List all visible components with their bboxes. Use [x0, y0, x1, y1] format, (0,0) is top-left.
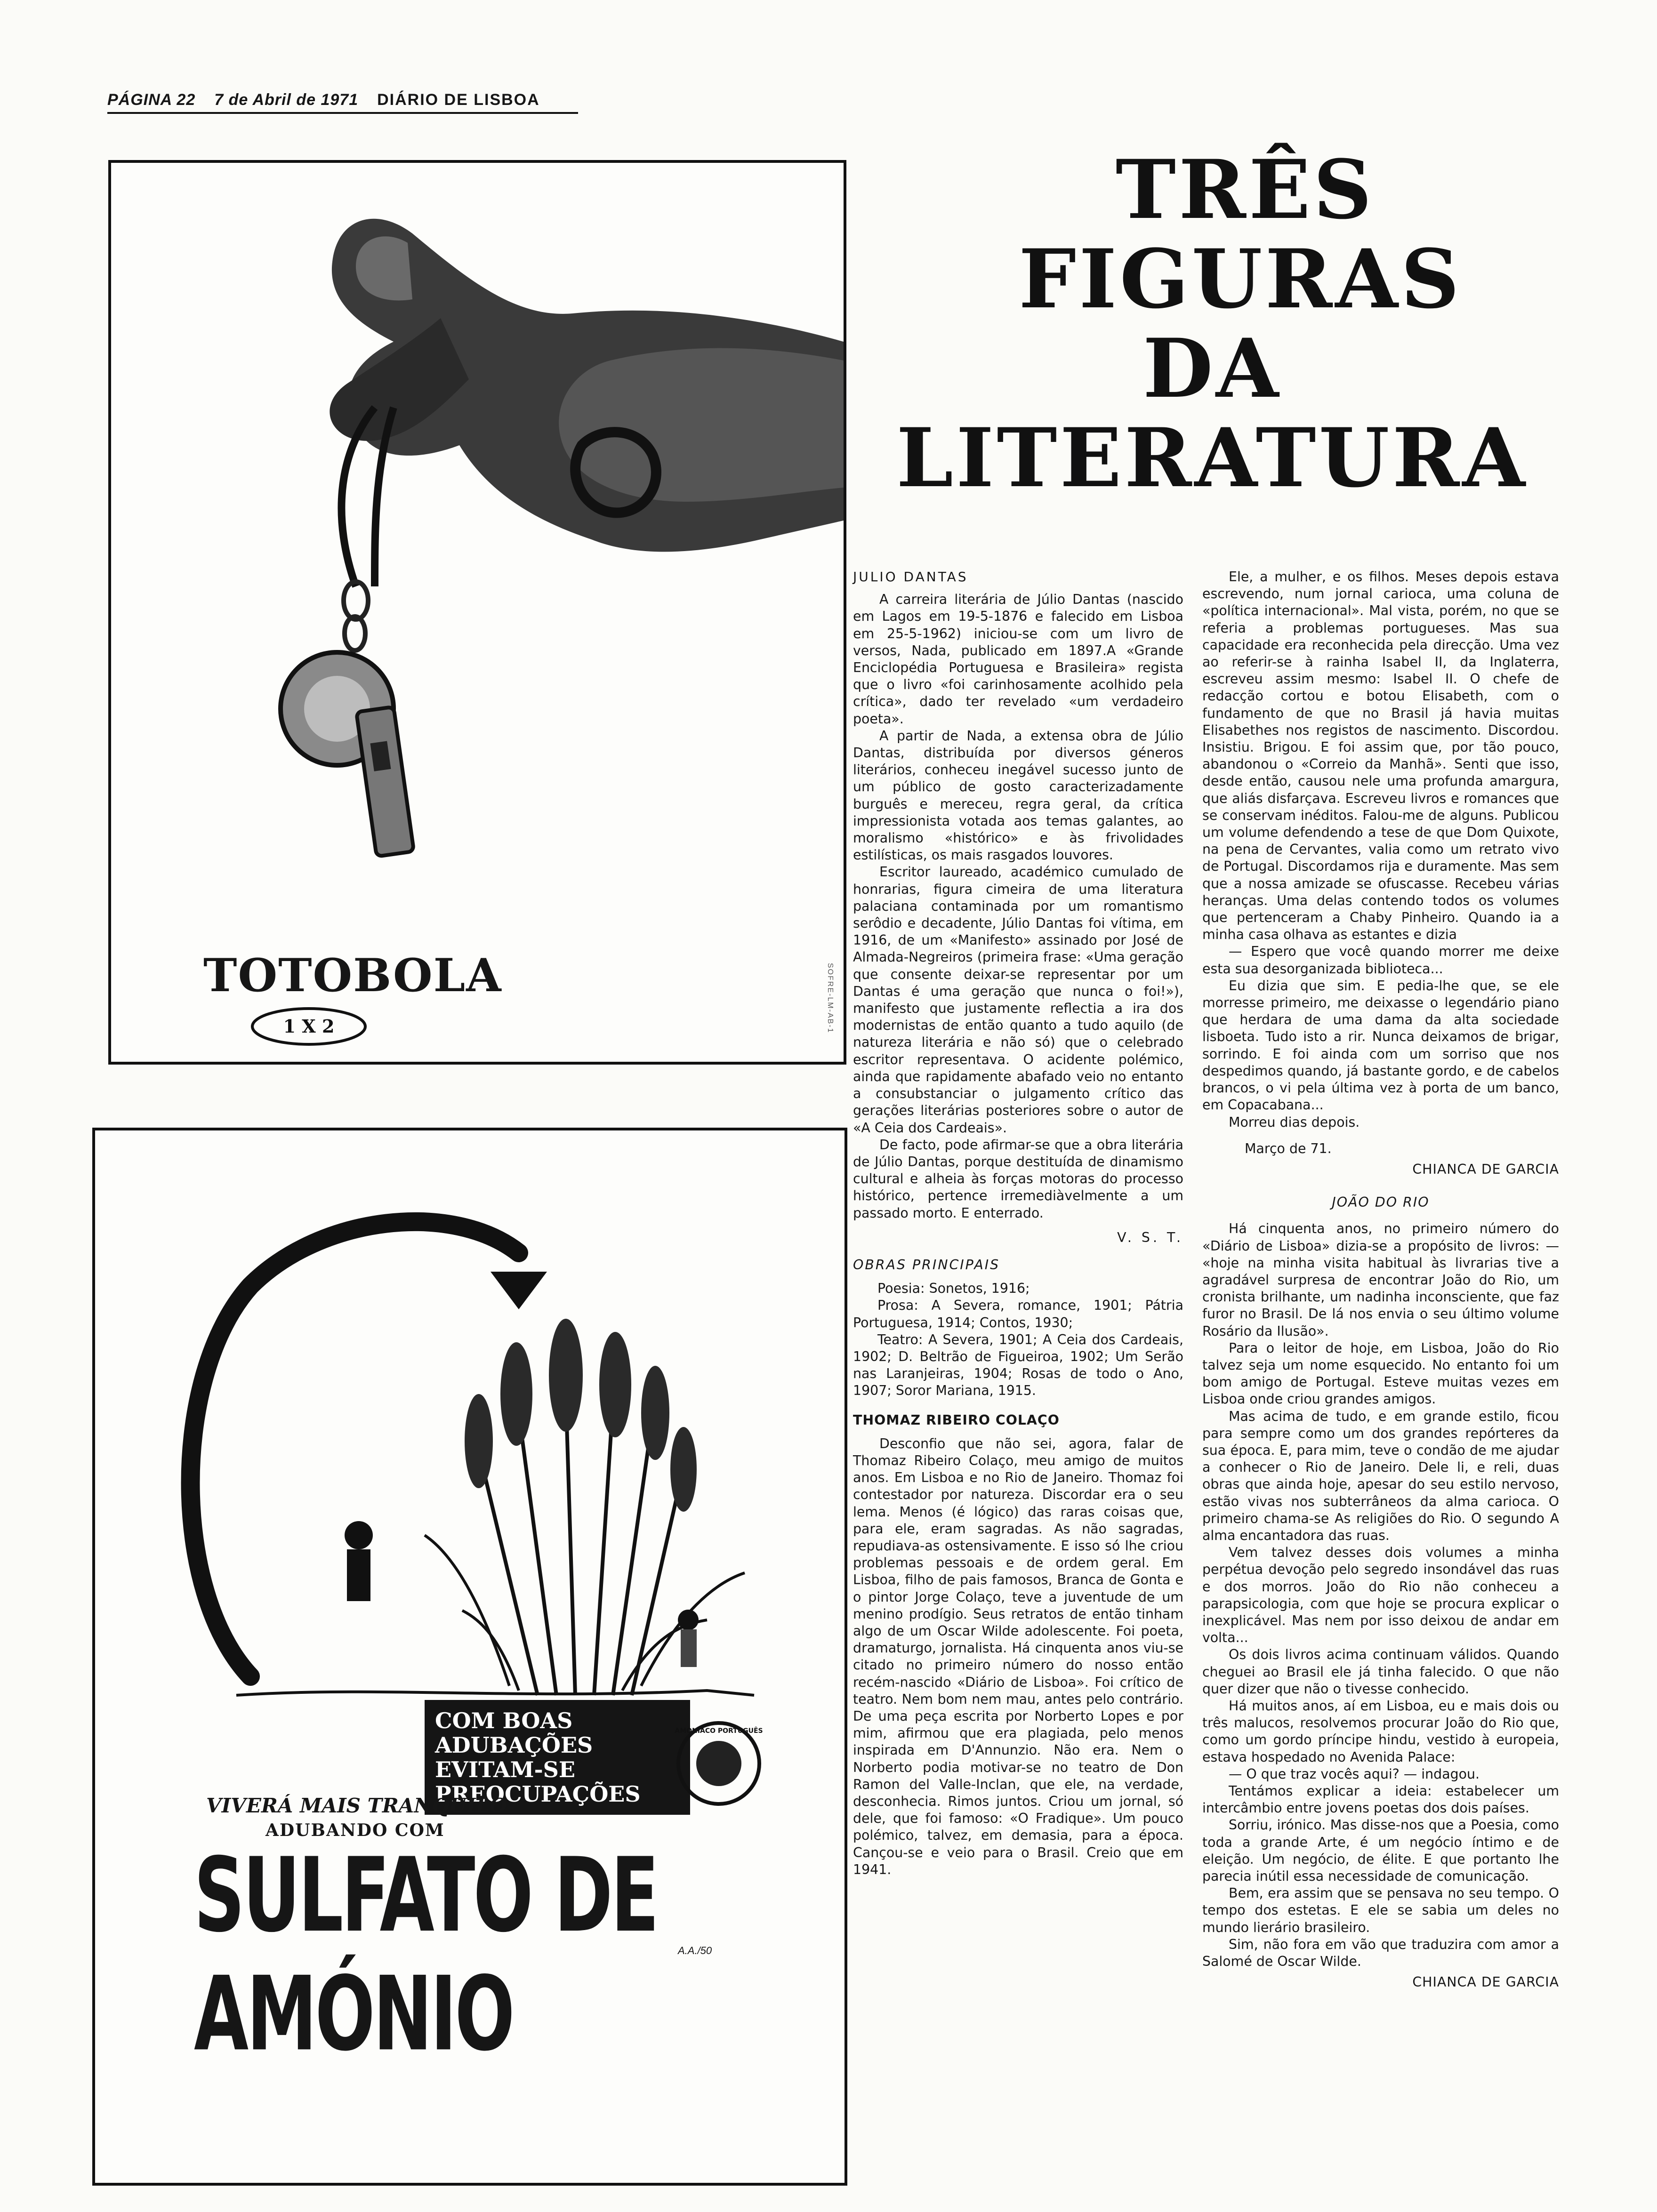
- slogan-line: EVITAM-SE: [435, 1757, 575, 1782]
- ad-line-1: VIVERÁ MAIS TRANQUILO: [206, 1794, 507, 1817]
- paragraph: Morreu dias depois.: [1229, 1114, 1360, 1130]
- paragraph: Vem talvez desses dois volumes a minha perpétua devoção pelo segredo insondável das ruas e dos morros. João do Rio não conheceu a parapsicologia, com que hoje se procura explicar o inexplicável. Mas nem por isso deixou de andar em volta...: [1202, 1545, 1559, 1646]
- section-title-julio-dantas: JULIO DANTAS: [853, 569, 968, 585]
- paragraph: Para o leitor de hoje, em Lisboa, João do Rio talvez seja um nome esquecido. No entanto foi um bom amigo de Portugal. Esteve muitas vezes em Lisboa onde criou grandes amigos.: [1202, 1340, 1559, 1407]
- section-title-joao-do-rio: JOÃO DO RIO: [1332, 1194, 1430, 1210]
- sulfato-amonio-advertisement: [92, 1128, 847, 2186]
- masthead: [107, 88, 578, 114]
- article-column-2: [1202, 569, 1559, 1995]
- paragraph: De facto, pode afirmar-se que a obra literária de Júlio Dantas, porque destituída de dinamismo cultural e alheia às forças motoras do processo histórico, pertence irremediàvelmente a um passado morto. E enterrado.: [853, 1137, 1183, 1221]
- paragraph: Há muitos anos, aí em Lisboa, eu e mais dois ou três malucos, resolvemos procurar João do Rio que, como um gordo príncipe hindu, vestido à europeia, estava hospedado no Avenida Palace:: [1202, 1698, 1559, 1765]
- totobola-advertisement: [108, 160, 846, 1065]
- works-item: Prosa: A Severa, romance, 1901; Pátria Portuguesa, 1914; Contos, 1930;: [853, 1298, 1183, 1330]
- paragraph: A carreira literária de Júlio Dantas (nascido em Lagos em 19-5-1876 e falecido em Lisboa em 25-5-1962) iniciou-se com um livro de versos, Nada, publicado em 1897.A «Grande Enciclopédia Portuguesa e Brasileira» regista que o livro «foi carinhosamente acolhido pela crítica», dado ter revelado «um verdadeiro poeta».: [853, 592, 1183, 727]
- wheat-field-illustration: [95, 1130, 845, 1742]
- seal-text: AMONÍACO PORTUGUÊS: [675, 1727, 763, 1735]
- section-title-obras-principais: OBRAS PRINCIPAIS: [853, 1257, 1000, 1273]
- ad-line-2: ADUBANDO COM: [265, 1820, 445, 1840]
- works-item: Teatro: A Severa, 1901; A Ceia dos Cardeais, 1902; D. Beltrão de Figueiroa, 1902; Um Serão nas Laranjeiras, 1904; Rosas de todo o Ano, 1907; Soror Mariana, 1915.: [853, 1331, 1183, 1399]
- paragraph: Sorriu, irónico. Mas disse-nos que a Poesia, como toda a grande Arte, é um negócio íntimo e de eleição. Um negócio, de élite. E que portanto lhe parecia inútil essa necessidade de comunicação.: [1202, 1817, 1559, 1884]
- slogan-line: PREOCUPAÇÕES: [435, 1781, 641, 1807]
- paragraph: Tentámos explicar a ideia: estabelecer um intercâmbio entre jovens poetas dos dois países.: [1202, 1783, 1559, 1816]
- page-number: PÁGINA 22: [107, 90, 196, 109]
- author-signature: CHIANCA DE GARCIA: [1412, 1161, 1559, 1177]
- amoniaco-portugues-seal-icon: [674, 1719, 764, 1808]
- paragraph: Sim, não fora em vão que traduzira com amor a Salomé de Oscar Wilde.: [1202, 1936, 1559, 1970]
- totobola-brand: TOTOBOLA: [203, 949, 502, 1002]
- ad-credit: SOFRE-LM-AB-1: [826, 963, 834, 1034]
- headline-line: DA LITERATURA: [896, 321, 1528, 505]
- paragraph: Mas acima de tudo, e em grande estilo, ficou para sempre como um dos grandes repórteres da sua época. E, para mim, teve o condão de me ajudar a conhecer o Rio de Janeiro. Dele li, e reli, duas obras que ainda hoje, apesar do seu estilo nervoso, estão vivas nos subterrâneos da alma carioca. O primeiro chama-se As religiões do Rio. O segundo A alma encantadora das ruas.: [1202, 1408, 1559, 1543]
- paragraph: Eu dizia que sim. E pedia-lhe que, se ele morresse primeiro, me deixasse o legendário piano que herdara de uma dama da alta sociedade lisboeta. Tudo isto a rir. Nunca deixamos de brigar, sorrindo. E foi ainda com um sorriso que nos despedimos quando, já bastante gordo, e de cabelos brancos, o vi pela última vez à porta de um banco, em Copacabana...: [1202, 978, 1559, 1113]
- works-list: [853, 1280, 1183, 1399]
- ad-code: A.A./50: [678, 1945, 712, 1956]
- article-date: Março de 71.: [1245, 1140, 1332, 1156]
- section-title-thomaz-ribeiro-colaco: THOMAZ RIBEIRO COLAÇO: [853, 1412, 1060, 1428]
- paragraph: A partir de Nada, a extensa obra de Júlio Dantas, distribuída por diversos géneros literários, conheceu inegável sucesso junto de um público de gosto caracterizadamente burguês e mereceu, regra geral, da crítica impressionista votada aos temas galantes, ao moralismo «histórico» e às frivolidades estilísticas, os mais rasgados louvores.: [853, 728, 1183, 863]
- headline-line: TRÊS: [1115, 142, 1375, 237]
- newspaper-name: DIÁRIO DE LISBOA: [377, 90, 540, 109]
- paragraph: Escritor laureado, académico cumulado de honrarias, figura cimeira de uma literatura palaciana contaminada por um romantismo serôdio e decadente, Júlio Dantas foi vítima, em 1916, de um «Manifesto» assinado por José de Almada-Negreiros (primeira frase: «Uma geração que consente deixar-se representar por um Dantas é uma geração que nunca o foi!»), manifesto que justamente reflectia a ira dos modernistas de então quanto a tudo aquilo (de natureza literária e não só) que o celebrado escritor representava. O acidente polémico, ainda que rapidamente abafado veio no entanto a consubstanciar o julgamento crítico das gerações literárias posteriores sobre o autor de «A Ceia dos Cardeais».: [853, 864, 1183, 1136]
- paragraph: — Espero que você quando morrer me deixe esta sua desorganizada biblioteca...: [1202, 944, 1559, 977]
- paragraph: Os dois livros acima continuam válidos. Quando cheguei ao Brasil ele já tinha falecido. O que não quer dizer que não o tivesse conhecido.: [1202, 1647, 1559, 1697]
- paragraph: — O que traz vocês aqui? — indagou.: [1229, 1766, 1480, 1782]
- author-signature: V. S. T.: [1117, 1229, 1183, 1245]
- hand-whistle-illustration: [111, 163, 844, 916]
- paragraph: Ele, a mulher, e os filhos. Meses depois estava escrevendo, num jornal carioca, uma coluna de «política internacional». Mal vista, porém, no que se referia a problemas portugueses. Mas sua capacidade era reconhecida pela direcção. Uma vez ao referir-se à rainha Isabel II, da Inglaterra, escreveu assim mesmo: Isabel II. O chefe de redacção cortou e botou Elisabeth, com o fundamento de que no Brasil já havia muitas Elisabethes nos registos de nascimento. Discordou. Insistiu. Brigou. E foi assim que, por tão pouco, abandonou o «Correio da Manhã». Senti que isso, desde então, causou nele uma profunda amargura, que aliás disfarçava. Escreveu livros e romances que se conservam inéditos. Falou-me de alguns. Publicou um volume defendendo a tese de que Dom Quixote, na pena de Cervantes, valia como um retrato vivo de Portugal. Discordamos rija e duramente. Mas sem que a nossa amizade se ofuscasse. Recebeu várias heranças. Uma delas contendo todos os volumes que pertenceram a Chaby Pinheiro. Quando ia a minha casa olhava as estantes e dizia: [1202, 569, 1559, 943]
- slogan-line: ADUBAÇÕES: [435, 1732, 593, 1758]
- article-column-1: [853, 569, 1183, 1878]
- article-headline: [847, 142, 1577, 505]
- author-signature: CHIANCA DE GARCIA: [1412, 1974, 1559, 1990]
- works-item: Poesia: Sonetos, 1916;: [877, 1281, 1030, 1297]
- slogan-line: COM BOAS: [435, 1708, 573, 1733]
- paragraph: Desconfio que não sei, agora, falar de Thomaz Ribeiro Colaço, meu amigo de muitos anos. Em Lisboa e no Rio de Janeiro. Thomaz foi contestador por natureza. Discordar era o seu lema. Menos (é lógico) das raras coisas que, para ele, eram sagradas. As não sagradas, repudiava-as ostensivamente. E isso só lhe criou problemas pessoais e de ordem geral. Em Lisboa, filho de pais famosos, Branca de Gonta e o pintor Jorge Colaço, teve a juventude de um menino prodígio. Seus retratos de então tinham algo de um Oscar Wilde adolescente. Foi poeta, dramaturgo, jornalista. Há cinquenta anos viu-se citado no primeiro número do nosso então recém-nascido «Diário de Lisboa». Foi crítico de teatro. Nem bom nem mau, antes pelo contrário. De uma peça escrita por Norberto Lopes e por mim, afirmou que era plagiada, pelo menos inspirada em D'Annunzio. Não era. Nem o Norberto podia motivar-se no teatro de Don Ramon del Valle-Inclan, que ele, na verdade, desconhecia. Rimos juntos. Criou um jornal, só dele, que foi famoso: «O Fradique». Um pouco polémico, talvez, em demasia, para a época. Cançou-se e veio para o Brasil. Creio que em 1941.: [853, 1435, 1183, 1877]
- headline-line: FIGURAS: [1018, 231, 1463, 327]
- totobola-logo-text: 1 X 2: [283, 1016, 335, 1037]
- ad-product-name: SULFATO DE AMÓNIO: [194, 1836, 658, 2074]
- totobola-logo-icon: [248, 1005, 370, 1048]
- paragraph: Bem, era assim que se pensava no seu tempo. O tempo dos estetas. E ele se sabia um deles no mundo lierário brasileiro.: [1202, 1885, 1559, 1935]
- paragraph: Há cinquenta anos, no primeiro número do «Diário de Lisboa» dizia-se a propósito de livros: — «hoje na minha visita habitual às livrarias tive a agradável surpresa de encontrar João do Rio, um cronista brilhante, um nadinha inconsciente, que faz furor no Brasil. De lá nos envia o seu último volume Rosário da Ilusão».: [1202, 1221, 1559, 1339]
- issue-date: 7 de Abril de 1971: [214, 90, 359, 109]
